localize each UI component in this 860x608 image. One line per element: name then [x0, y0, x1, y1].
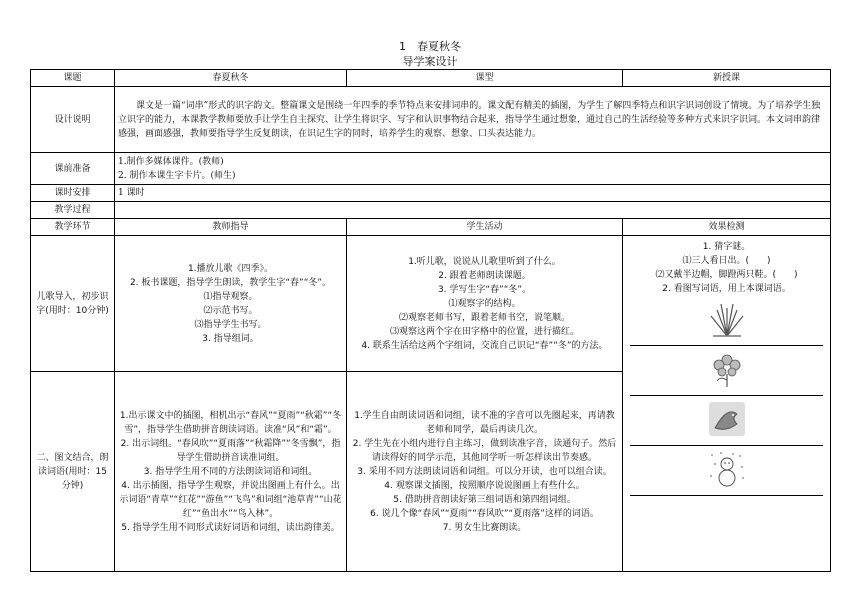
- teacher-step: 1.出示课文中的插图，相机出示“春风”“夏雨”“秋霜”“冬雪”，指导学生借助拼音朗读词语。读准“风”和“霜”。: [119, 410, 342, 435]
- student-step: 2. 学生先在小组内进行自主练习，做到读准字音，读通句子。然后请读得好的同学示范，其他同学听一听怎样读出节奏感。: [352, 438, 617, 463]
- student-step: 5. 借助拼音朗读好第三组词语和第四组词组。: [393, 494, 576, 505]
- grass-icon: [707, 300, 747, 338]
- teacher-step: ⑵示范书写。: [203, 305, 258, 316]
- fish-icon: [707, 400, 747, 438]
- type-value: 新授课: [623, 70, 831, 87]
- course-label: 课题: [31, 70, 115, 87]
- page-title: 1 春夏秋冬: [399, 40, 461, 53]
- stage1-label: 儿歌导入，初步识字(用时：10分钟): [31, 236, 115, 372]
- prep-item: 2. 制作本课生字卡片。(师生): [118, 170, 236, 181]
- teacher-step: 3. 指导学生用不同的方法朗读词语和词组。: [143, 466, 318, 477]
- check-item: ⑴三人看日出。( ): [682, 256, 771, 266]
- type-label: 课型: [347, 70, 623, 87]
- teacher-step: 2. 出示词组。“春风吹”“夏雨落”“秋霜降”“冬雪飘”，指导学生借助拼音读准词组。: [120, 438, 341, 463]
- col-stage: 教学环节: [31, 219, 115, 236]
- student-step: 7. 男女生比赛朗读。: [442, 522, 527, 533]
- col-check: 效果检测: [623, 219, 831, 236]
- prep-label: 课前准备: [31, 153, 115, 185]
- answer-line[interactable]: [630, 394, 823, 396]
- stage2-label: 二、图文结合，朗读词语(用时：15 分钟): [31, 372, 115, 572]
- student-step: 1.听儿歌，说说从儿歌里听到了什么。: [408, 256, 561, 267]
- process-empty: [115, 202, 831, 219]
- stage1-teacher: [115, 236, 347, 372]
- check-item: 2. 看图写词语，用上本课词语。: [662, 284, 791, 294]
- teacher-step: 2. 板书课题，指导学生朗读，教学生字“春”“冬”。: [129, 277, 332, 288]
- student-step: 4. 观察课文插图，按照顺序说说图画上有些什么。: [384, 480, 585, 491]
- stage2-teacher: [115, 372, 347, 572]
- student-step: 3. 学写生字“春”“冬”。: [437, 284, 532, 295]
- snowman-icon: [707, 450, 747, 488]
- teacher-step: 4. 出示插图，指导学生观察，并说出图画上有什么。出示词语“青草”“红花”“游鱼”“飞鸟”和词组“池草青”“山花红”“鱼出水”“鸟入林”。: [119, 480, 342, 519]
- stage1-student: [347, 236, 623, 372]
- student-step: 4. 联系生活给这两个字组词，交流自己识记“春”“冬”的方法。: [361, 340, 608, 351]
- col-teacher: 教师指导: [115, 219, 347, 236]
- student-step: 6. 说几个像“春风”“夏雨”“春风吹”“夏雨落”这样的词语。: [370, 508, 599, 519]
- student-step: ⑵观察老师书写，跟着老师书空，说笔顺。: [398, 312, 570, 323]
- process-label: 教学过程: [31, 202, 115, 219]
- design-label: 设计说明: [31, 87, 115, 153]
- flower-icon: [707, 350, 747, 388]
- teacher-step: 3. 指导组词。: [202, 333, 259, 344]
- teacher-step: 1.播放儿歌《四季》。: [187, 263, 274, 274]
- check-item: 1. 猜字谜。: [702, 242, 751, 252]
- teacher-step: ⑶指导学生书写。: [194, 319, 267, 330]
- student-step: ⑶观察这两个字在田字格中的位置，进行描红。: [389, 326, 579, 337]
- prep-items: [115, 153, 831, 185]
- answer-line[interactable]: [630, 344, 823, 346]
- stage2-student: [347, 372, 623, 572]
- answer-line[interactable]: [630, 444, 823, 446]
- time-label: 课时安排: [31, 185, 115, 202]
- answer-line[interactable]: [630, 494, 823, 496]
- time-value: 1 课时: [115, 185, 831, 202]
- lesson-plan-table: [30, 69, 831, 572]
- check-item: ⑵又戴半边帽，脚蹬两只鞋。( ): [655, 270, 798, 280]
- teacher-step: 5. 指导学生用不同形式读好词语和词组，读出韵律美。: [121, 522, 340, 533]
- prep-item: 1.制作多媒体课件。(教师): [118, 156, 224, 167]
- course-value: 春夏秋冬: [115, 70, 347, 87]
- col-student: 学生活动: [347, 219, 623, 236]
- student-step: 2. 跟着老师朗读课题。: [438, 270, 531, 281]
- student-step: 3. 采用不同方法朗读词语和词组。可以分开读，也可以组合读。: [357, 466, 612, 477]
- student-step: 1.学生自由朗读词语和词组，读不准的字音可以先圈起来，再请教老师和同学，最后再读几次。: [354, 410, 615, 435]
- page-subtitle: 导学案设计: [402, 55, 458, 68]
- teacher-step: ⑴指导观察。: [203, 291, 258, 302]
- check-cell: [623, 236, 831, 572]
- design-text: 课文是一篇“词串”形式的识字韵文。整篇课文是围绕一年四季的季节特点来安排词串的。课文配有精美的插图，为学生了解四季特点和识字识词创设了情境。为了培养学生独立识字的能力，本课教学教师要放手让学生自主探究、让学生将识字、写字和认识事物结合起来，指导学生通过想象，通过自己的生活经验等多种方式来识字识词。本文词串韵律感强，画面感强，教师要指导学生反复朗读，在识记生字的同时，培养学生的观察、想象、口头表达能力。: [115, 87, 831, 153]
- student-step: ⑴观察字的结构。: [448, 298, 521, 309]
